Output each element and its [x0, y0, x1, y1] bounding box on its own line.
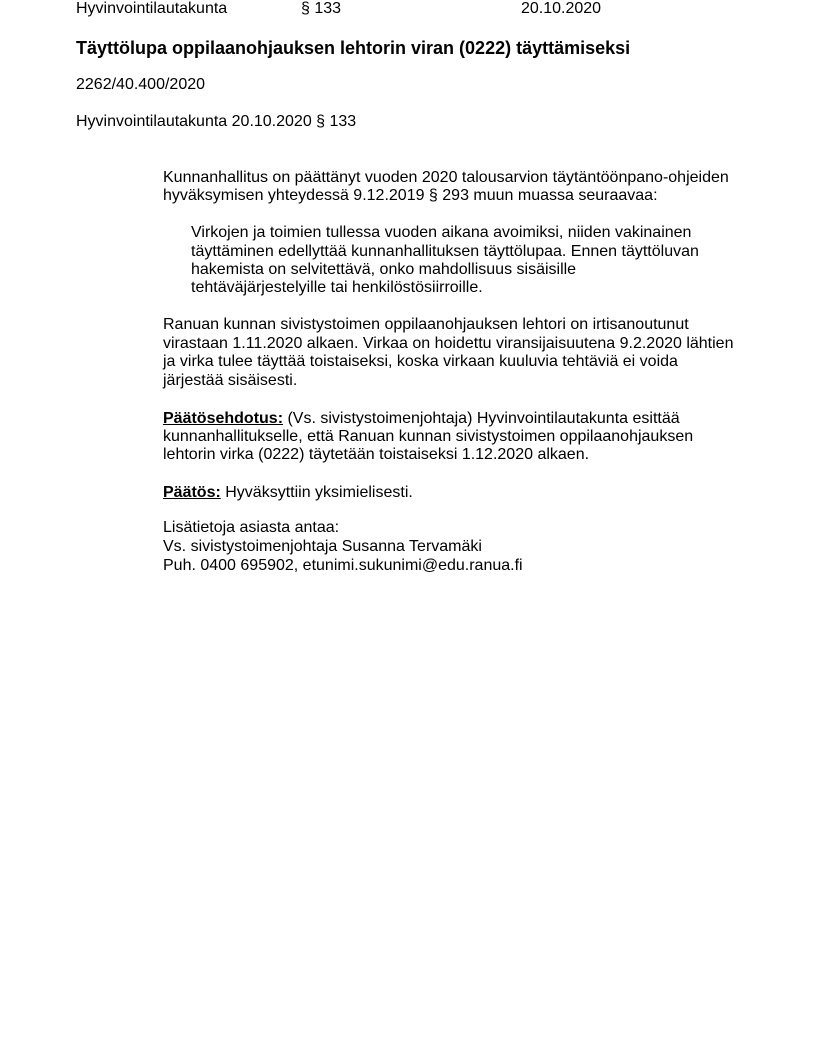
paragraph1-line: Kunnanhallitus on päättänyt vuoden 2020 talousarvion täytäntöönpano-ohjeiden — [163, 169, 729, 186]
paragraph2-line: ja virka tulee täyttää toistaiseksi, koska virkaan kuuluvia tehtäviä ei voida — [163, 353, 678, 370]
paragraph2-line: virastaan 1.11.2020 alkaen. Virkaa on hoidettu viransijaisuutena 9.2.2020 lähtien — [163, 335, 734, 352]
quote-line: täyttäminen edellyttää kunnanhallituksen täyttölupaa. Ennen täyttöluvan — [191, 243, 699, 260]
contact-line: Lisätietoja asiasta antaa: — [163, 519, 340, 536]
paragraph1-line: hyväksymisen yhteydessä 9.12.2019 § 293 muun muassa seuraavaa: — [163, 187, 658, 204]
page-title: Täyttölupa oppilaanohjauksen lehtorin viran (0222) täyttämiseksi — [76, 38, 631, 58]
proposal-line — [163, 410, 680, 428]
contact-line: Puh. 0400 695902, etunimi.sukunimi@edu.ranua.fi — [163, 557, 523, 574]
decision-label: Päätös: — [163, 484, 221, 501]
decision-line — [163, 484, 413, 502]
quote-line: tehtäväjärjestelyille tai henkilöstösiirroille. — [191, 279, 483, 296]
quote-line: hakemista on selvitettävä, onko mahdollisuus sisäisille — [191, 261, 577, 278]
record-number: 2262/40.400/2020 — [76, 76, 206, 93]
proposal-line: lehtorin virka (0222) täytetään toistaiseksi 1.12.2020 alkaen. — [163, 446, 590, 463]
header-body: Hyvinvointilautakunta — [76, 0, 228, 17]
decision-text: Hyväksyttiin yksimielisesti. — [220, 484, 413, 501]
paragraph2-line: järjestää sisäisesti. — [163, 372, 298, 389]
header-section: § 133 — [301, 0, 342, 17]
header-date: 20.10.2020 — [521, 0, 602, 17]
proposal-label: Päätösehdotus: — [163, 410, 284, 427]
meeting-reference: Hyvinvointilautakunta 20.10.2020 § 133 — [76, 113, 357, 130]
paragraph2-line: Ranuan kunnan sivistystoimen oppilaanohjauksen lehtori on irtisanoutunut — [163, 316, 689, 333]
proposal-text: (Vs. sivistystoimenjohtaja) Hyvinvointilautakunta esittää — [283, 410, 680, 427]
quote-line: Virkojen ja toimien tullessa vuoden aikana avoimiksi, niiden vakinainen — [191, 224, 692, 241]
proposal-line: kunnanhallitukselle, että Ranuan kunnan sivistystoimen oppilaanohjauksen — [163, 428, 694, 445]
contact-line: Vs. sivistystoimenjohtaja Susanna Tervamäki — [163, 538, 482, 555]
